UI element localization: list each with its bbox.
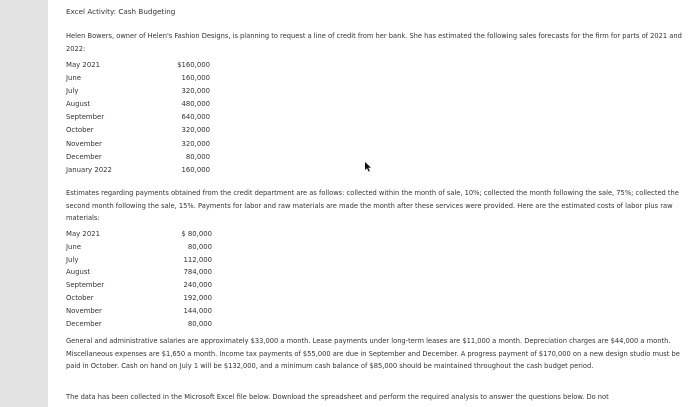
- amount-value: 320,000: [181, 126, 210, 135]
- amount-value: 480,000: [181, 100, 210, 109]
- month-label: July: [66, 87, 79, 96]
- month-label: May 2021: [66, 61, 100, 69]
- month-label: September: [66, 113, 105, 122]
- amount-value: 320,000: [181, 87, 210, 96]
- month-label: October: [66, 126, 94, 135]
- month-label: August: [66, 100, 91, 109]
- amount-value: 784,000: [183, 268, 212, 277]
- instructions-paragraph: The data has been collected in the Microsoft Excel file below. Download the spreadsheet and perform the required analysis to answer the questions below. Do not: [66, 393, 609, 401]
- month-label: November: [66, 139, 102, 148]
- amount-value: 112,000: [183, 255, 212, 264]
- collections-paragraph: Estimates regarding payments obtained from the credit department are as follows: collected within the month of sale, 10%; collected the month following the sale, 75%; collected the second month following the sale, 15%. Payments for labor and raw materials are made the month after these services were provided. Here are the estimated costs of labor plus raw materials:: [66, 189, 679, 222]
- intro-paragraph: Helen Bowers, owner of Helen's Fashion Designs, is planning to request a line of credit from her bank. She has estimated the following sales forecasts for the firm for parts of 2021 and 2022:: [66, 32, 682, 53]
- month-label: January 2022: [66, 165, 112, 174]
- activity-title: Excel Activity: Cash Budgeting: [66, 7, 176, 16]
- amount-value: $ 80,000: [181, 230, 212, 238]
- month-label: November: [66, 306, 102, 315]
- month-label: December: [66, 319, 102, 328]
- expenses-paragraph: General and administrative salaries are approximately $33,000 a month. Lease payments under long-term leases are $11,000 a month. Depreciation charges are $44,000 a month. Miscellaneous expenses are $1,650 a month. Income tax payments of $55,000 are due in September and December. A progress payment of $170,000 on a new design studio must be paid in October. Cash on hand on July 1 will be $132,000, and a minimum cash balance of $85,000 should be maintained throughout the cash budget period.: [66, 337, 680, 370]
- mouse-pointer-icon: [364, 162, 372, 172]
- amount-value: 160,000: [181, 74, 210, 83]
- month-label: August: [66, 268, 91, 277]
- month-label: December: [66, 152, 102, 161]
- amount-value: 240,000: [183, 281, 212, 290]
- amount-value: 640,000: [181, 113, 210, 122]
- amount-value: 192,000: [183, 293, 212, 302]
- month-label: July: [66, 255, 79, 264]
- amount-value: 144,000: [183, 306, 212, 315]
- amount-value: 80,000: [187, 319, 212, 328]
- month-label: May 2021: [66, 230, 100, 238]
- month-label: June: [66, 74, 82, 83]
- amount-value: 80,000: [187, 242, 212, 251]
- amount-value: 320,000: [181, 139, 210, 148]
- month-label: June: [66, 242, 82, 251]
- amount-value: 160,000: [181, 165, 210, 174]
- month-label: October: [66, 293, 94, 302]
- amount-value: $160,000: [177, 61, 210, 69]
- month-label: September: [66, 281, 105, 290]
- amount-value: 80,000: [185, 152, 210, 161]
